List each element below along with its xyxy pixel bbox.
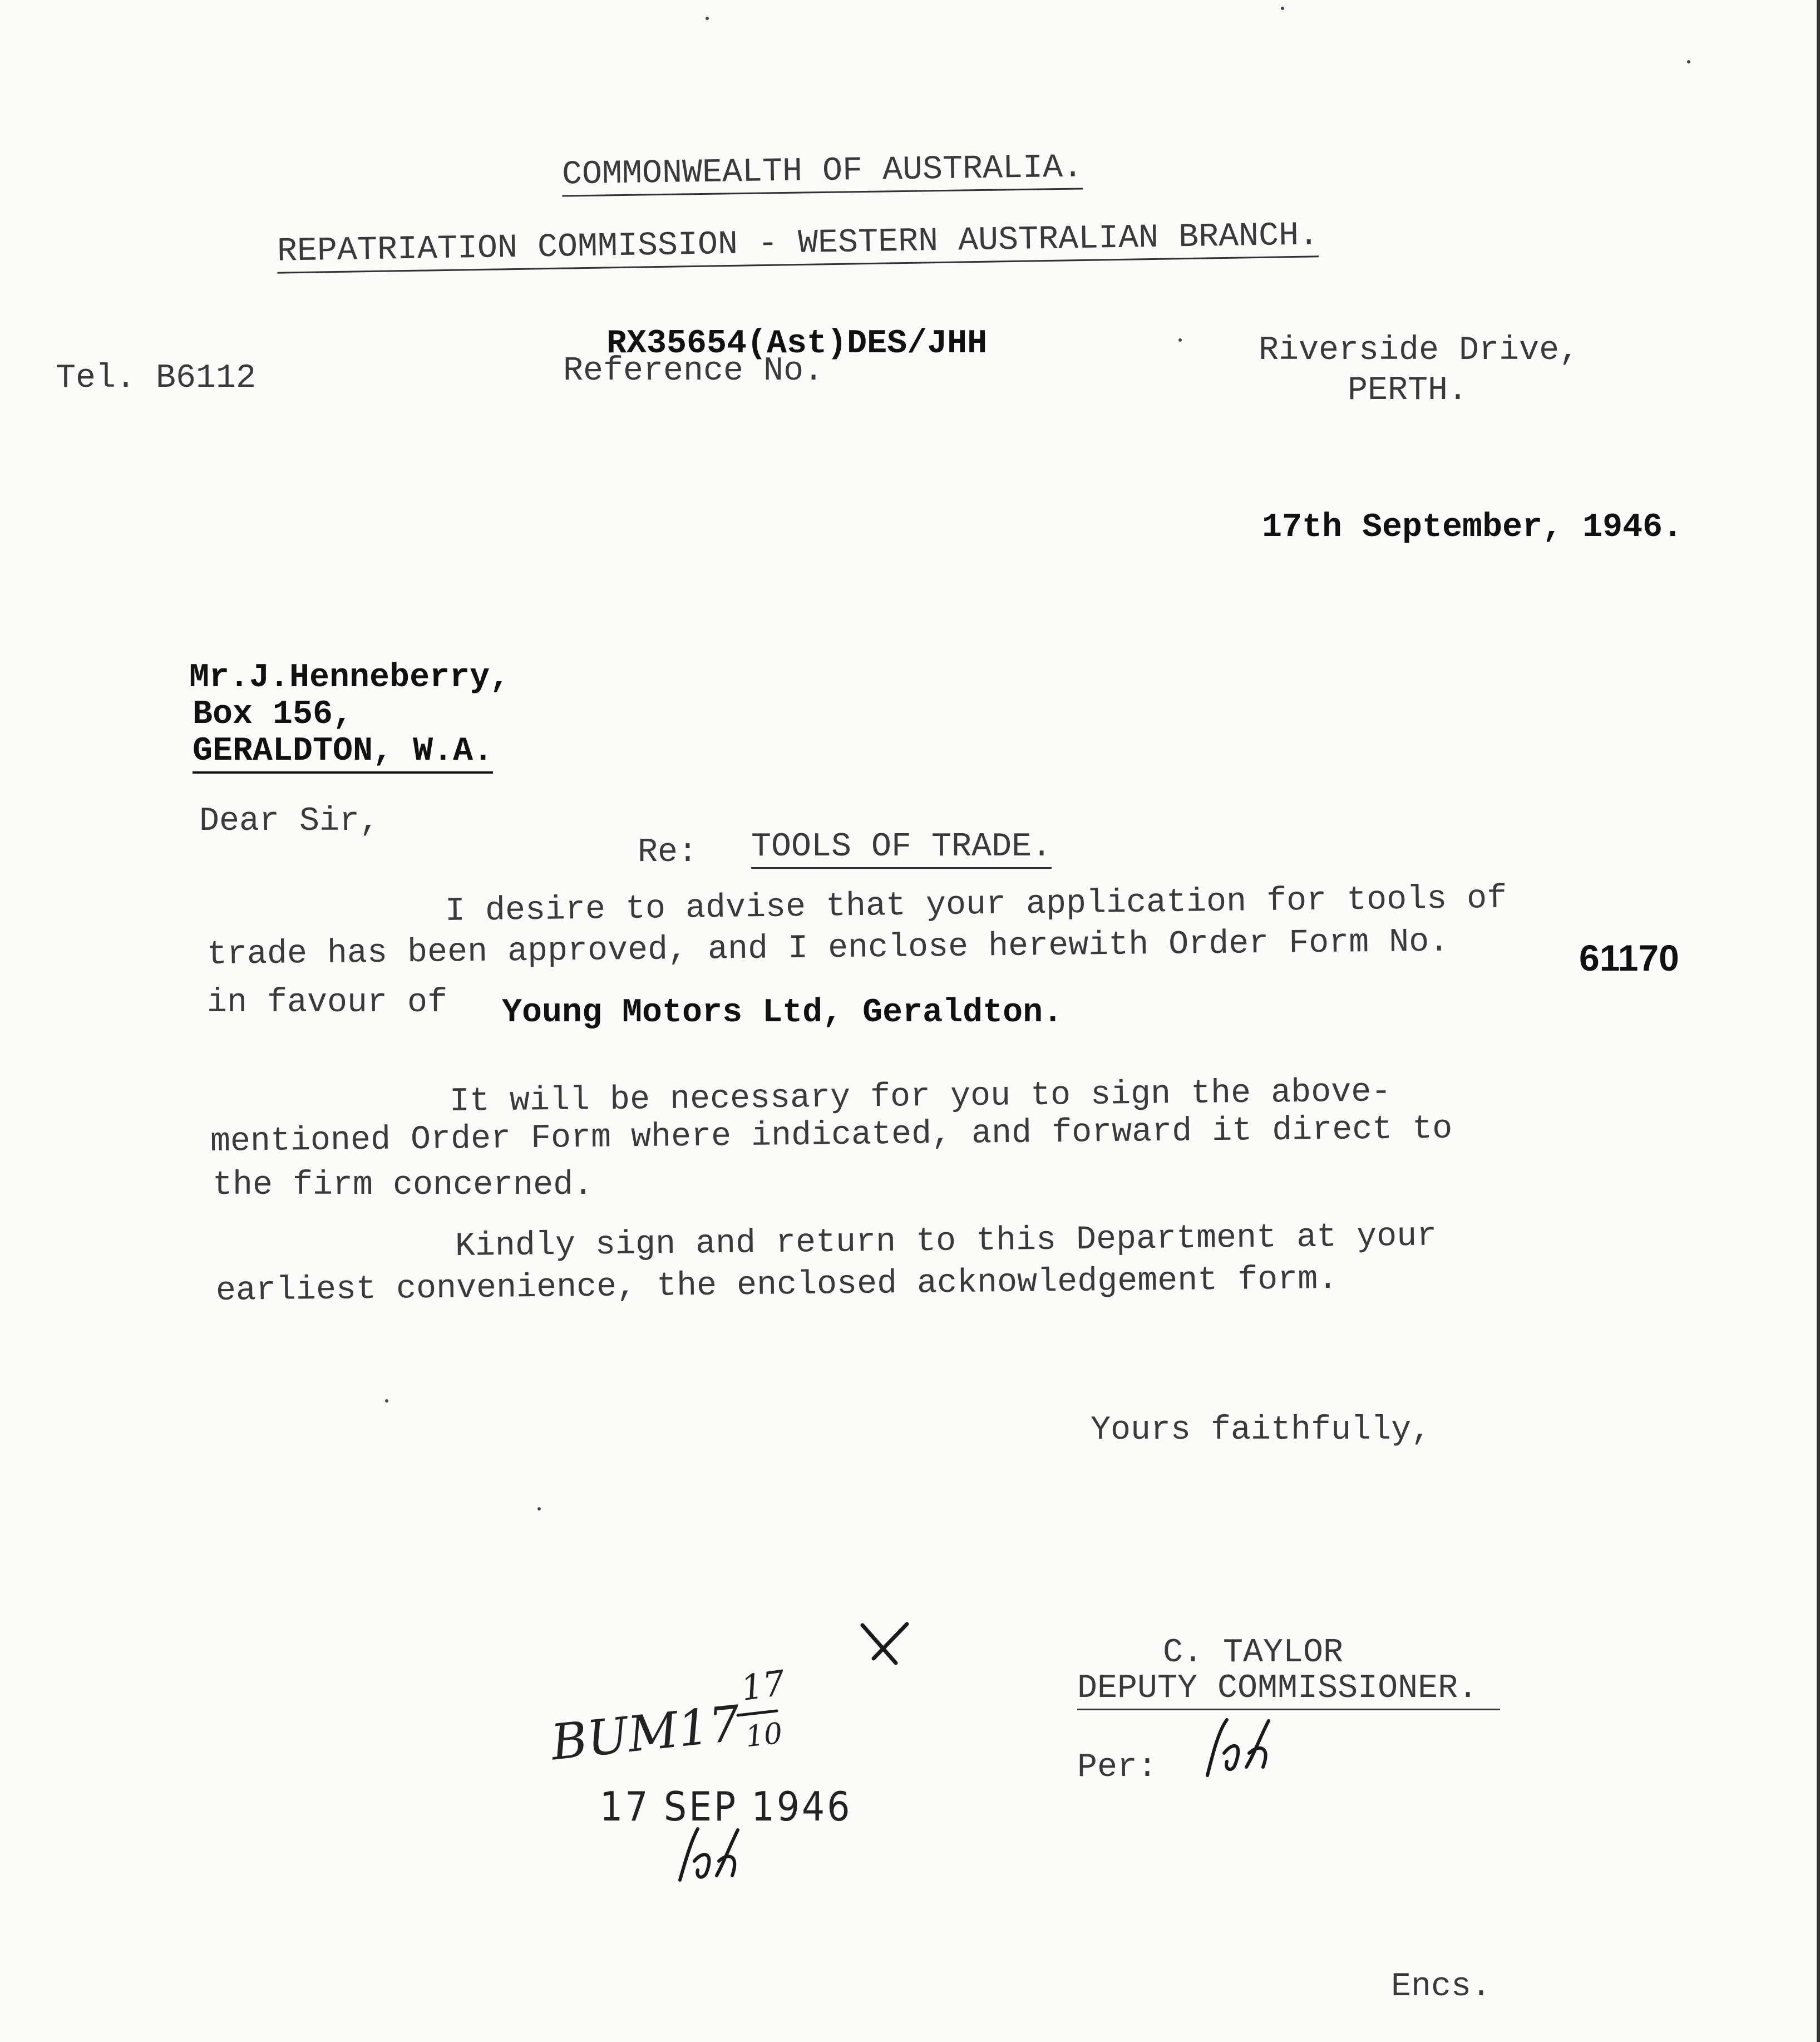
paragraph-2-line-2: mentioned Order Form where indicated, and forward it direct to — [210, 1110, 1453, 1161]
paragraph-1-line-1: I desire to advise that your application for tools of — [445, 879, 1507, 931]
signature-initials-icon — [1202, 1714, 1280, 1781]
enclosures-note: Encs. — [1391, 1968, 1492, 2006]
cross-mark-icon — [857, 1620, 913, 1670]
paragraph-1-line-2: trade has been approved, and I enclose herewith Order Form No. — [206, 923, 1449, 974]
order-form-number: 61170 — [1579, 937, 1679, 978]
signatory-name: C. TAYLOR — [1163, 1634, 1344, 1672]
handwritten-note: BUM17 — [548, 1694, 743, 1772]
scan-speck — [1178, 338, 1182, 342]
valediction: Yours faithfully, — [1091, 1411, 1432, 1449]
handwritten-fraction-top: 17 — [738, 1662, 788, 1709]
scan-speck — [385, 1399, 388, 1403]
scan-speck — [1687, 60, 1690, 63]
letterhead-title: COMMONWEALTH OF AUSTRALIA. — [562, 151, 1083, 196]
sender-address-city: PERTH. — [1348, 372, 1468, 410]
recipient-box: Box 156, — [193, 696, 353, 734]
telephone-number: Tel. B6112 — [56, 360, 257, 397]
per-label: Per: — [1077, 1749, 1158, 1787]
paragraph-2-line-1: It will be necessary for you to sign the above- — [449, 1073, 1392, 1121]
stamp-initials-icon — [673, 1824, 746, 1886]
scan-speck — [706, 17, 709, 20]
reference-number: RX35654(Ast)DES/JHH — [606, 325, 988, 363]
recipient-name: Mr.J.Henneberry, — [189, 659, 510, 697]
scan-speck — [1281, 7, 1284, 10]
paragraph-2-line-3: the firm concerned. — [213, 1167, 594, 1204]
subject-title: TOOLS OF TRADE. — [751, 830, 1052, 869]
received-date-stamp: 17 SEP 1946 — [600, 1783, 852, 1830]
paragraph-1-line-3: in favour of — [207, 984, 448, 1022]
sender-address-street: Riverside Drive, — [1259, 332, 1580, 370]
paragraph-3-line-1: Kindly sign and return to this Department at your — [455, 1217, 1437, 1266]
firm-name: Young Motors Ltd, Geraldton. — [502, 994, 1063, 1032]
letter-date: 17th September, 1946. — [1262, 509, 1683, 547]
paragraph-3-line-2: earliest convenience, the enclosed acknowledgement form. — [215, 1260, 1338, 1310]
reference-label: Reference No. — [563, 352, 824, 390]
subject-label: Re: — [638, 834, 698, 872]
signatory-title: DEPUTY COMMISSIONER. — [1077, 1672, 1500, 1710]
handwritten-fraction-bottom: 10 — [744, 1716, 785, 1754]
scan-speck — [537, 1507, 541, 1510]
recipient-town: GERALDTON, W.A. — [193, 735, 493, 774]
salutation: Dear Sir, — [199, 803, 380, 840]
letterhead-subtitle: REPATRIATION COMMISSION - WESTERN AUSTRALIAN BRANCH. — [277, 219, 1319, 273]
